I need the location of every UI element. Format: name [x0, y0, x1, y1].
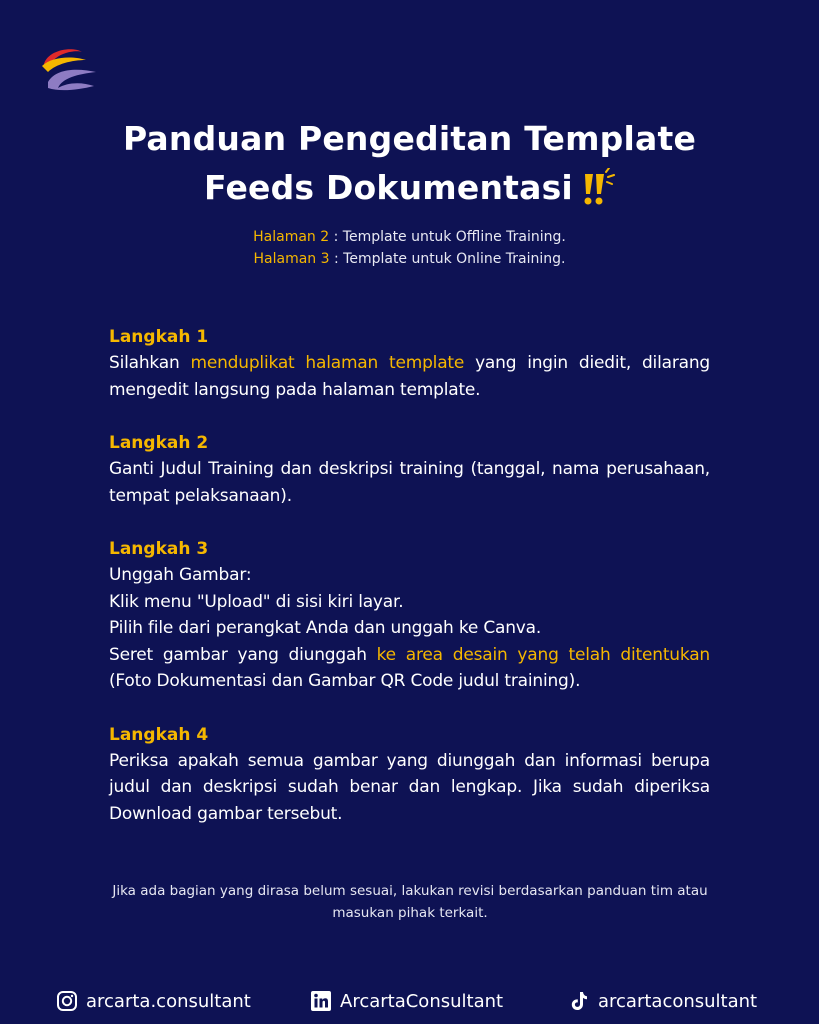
step-1	[109, 324, 710, 403]
step-3	[109, 536, 710, 695]
page-label: Halaman 3	[253, 251, 330, 267]
step-text: Seret gambar yang diunggah	[109, 644, 377, 665]
step-line: Klik menu "Upload" di sisi kiri layar.	[109, 591, 404, 612]
step-text: yang ingin diedit, dilarang mengedit langsung pada halaman template.	[109, 353, 710, 400]
arcarta-logo	[38, 42, 98, 92]
step-body: Periksa apakah semua gambar yang diunggah dan informasi berupa judul dan deskripsi sudah benar dan lengkap. Jika sudah diperiksa Download gambar tersebut.	[109, 750, 710, 824]
tiktok-handle: arcartaconsultant	[598, 990, 758, 1012]
step-title: Langkah 3	[109, 539, 209, 559]
step-title: Langkah 1	[109, 327, 209, 347]
step-text: (Foto Dokumentasi dan Gambar QR Code judul training).	[109, 671, 581, 691]
tiktok-icon	[568, 990, 590, 1012]
page-text: : Template untuk Online Training.	[329, 251, 566, 267]
tiktok-link[interactable]	[568, 986, 757, 1016]
linkedin-link[interactable]	[310, 986, 503, 1016]
exclamation-icon	[579, 168, 615, 208]
social-footer	[0, 986, 819, 1016]
step-body	[109, 350, 710, 403]
instagram-handle: arcarta.consultant	[86, 990, 251, 1012]
step-highlight: menduplikat halaman template	[190, 353, 465, 373]
step-line: Pilih file dari perangkat Anda dan unggah ke Canva.	[109, 618, 542, 638]
step-4	[109, 722, 710, 828]
step-text: Silahkan	[109, 353, 191, 373]
step-body: Ganti Judul Training dan deskripsi training (tanggal, nama perusahaan, tempat pelaksanaan).	[109, 459, 710, 506]
page-label: Halaman 2	[253, 229, 330, 245]
instagram-icon	[56, 990, 78, 1012]
step-line: Unggah Gambar:	[109, 565, 252, 585]
linkedin-icon	[310, 990, 332, 1012]
page-item	[0, 226, 819, 248]
instagram-link[interactable]	[56, 986, 251, 1016]
title-line-2: Feeds Dokumentasi	[204, 168, 573, 207]
step-2	[109, 430, 710, 509]
step-body	[109, 562, 710, 695]
step-highlight: ke area desain yang telah ditentukan	[376, 644, 710, 665]
page-text: : Template untuk Offline Training.	[329, 229, 566, 245]
page-list	[0, 226, 819, 270]
steps-list	[109, 324, 710, 854]
linkedin-handle: ArcartaConsultant	[340, 990, 504, 1012]
step-title: Langkah 2	[109, 433, 209, 453]
footnote: Jika ada bagian yang dirasa belum sesuai, lakukan revisi berdasarkan panduan tim atau masukan pihak terkait.	[112, 883, 708, 921]
step-title: Langkah 4	[109, 724, 209, 745]
page-title	[0, 114, 819, 212]
title-line-1: Panduan Pengeditan Template	[122, 119, 697, 158]
page-item	[0, 248, 819, 270]
